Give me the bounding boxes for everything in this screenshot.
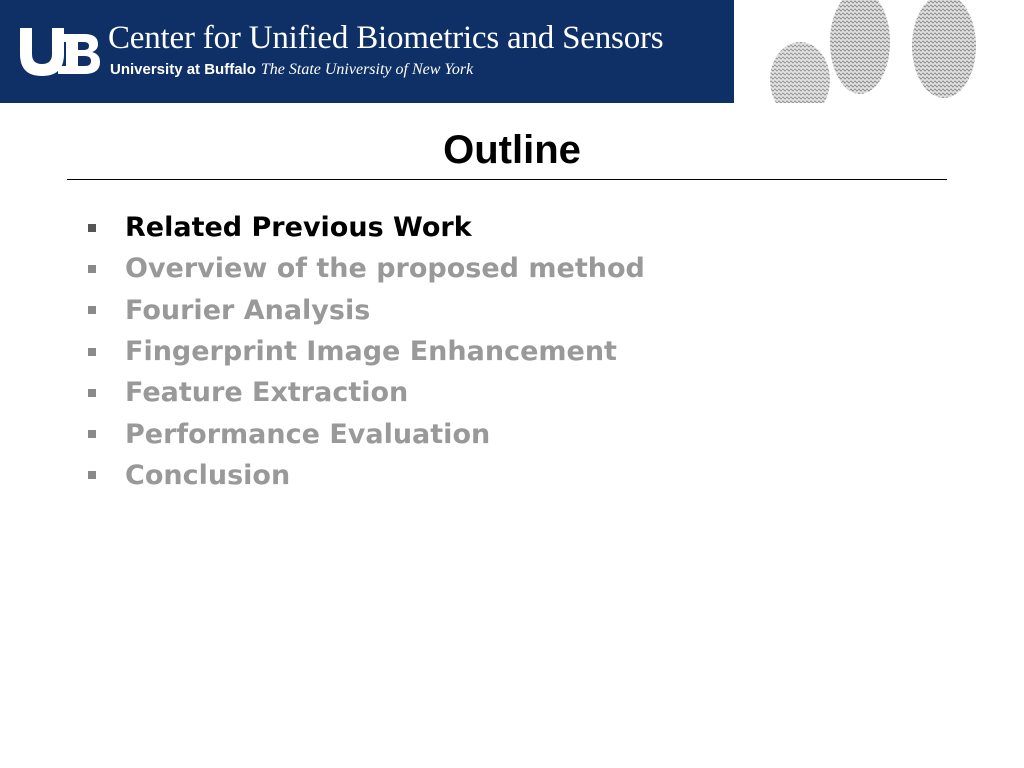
- outline-item-label: Related Previous Work: [125, 212, 472, 244]
- outline-item: [88, 331, 645, 372]
- outline-item: [88, 372, 645, 413]
- university-line: [110, 59, 473, 79]
- outline-item: [88, 413, 645, 454]
- slide-title: Outline: [443, 128, 581, 172]
- outline-item-label: Overview of the proposed method: [125, 253, 645, 285]
- center-title: Center for Unified Biometrics and Sensors: [108, 20, 664, 56]
- outline-item: [88, 455, 645, 496]
- outline-item: [88, 290, 645, 331]
- square-bullet-icon: [88, 265, 96, 273]
- outline-item-label: Fingerprint Image Enhancement: [125, 336, 617, 368]
- outline-item: [88, 248, 645, 289]
- outline-item: [88, 207, 645, 248]
- square-bullet-icon: [88, 348, 96, 356]
- square-bullet-icon: [88, 430, 96, 438]
- fingerprint-image: [762, 0, 1002, 103]
- university-subtitle: The State University of New York: [260, 61, 474, 78]
- square-bullet-icon: [88, 389, 96, 397]
- square-bullet-icon: [88, 224, 96, 232]
- header-banner: [0, 0, 734, 103]
- square-bullet-icon: [88, 306, 96, 314]
- outline-item-label: Performance Evaluation: [125, 418, 491, 450]
- outline-item-label: Feature Extraction: [125, 377, 409, 409]
- square-bullet-icon: [88, 471, 96, 479]
- university-name: University at Buffalo: [110, 61, 256, 78]
- outline-item-label: Fourier Analysis: [125, 294, 371, 326]
- outline-item-label: Conclusion: [125, 459, 291, 491]
- title-divider: [67, 179, 947, 180]
- ub-logo: [18, 24, 106, 76]
- outline-list: [88, 207, 645, 496]
